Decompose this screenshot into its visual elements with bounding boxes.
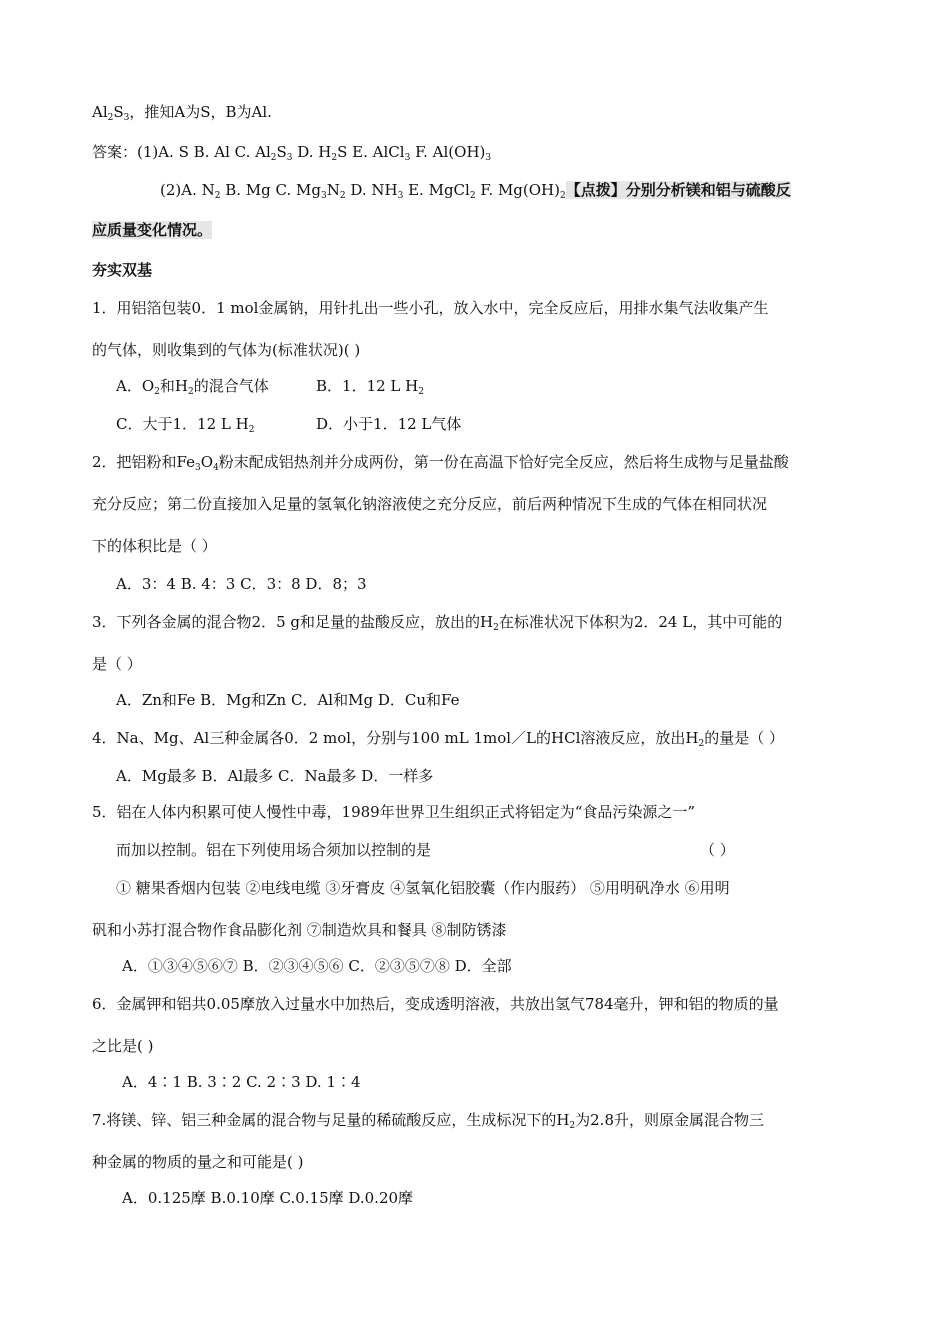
q7-options: A．0.125摩 B.0.10摩 C.0.15摩 D.0.20摩 (122, 1189, 414, 1207)
tip-highlight: 【点拨】分别分析镁和铝与硫酸反 (565, 181, 791, 199)
q4-stem-1: 4．Na、Mg、Al三种金属各0．2 mol，分别与100 mL 1mol／L的HCl溶液反应，放出$H_2$的量是（ ） (92, 729, 784, 749)
q3-options: A．Zn和Fe B．Mg和Zn C．Al和Mg D．Cu和Fe (116, 691, 460, 709)
q5-stem-3: ① 糖果香烟内包装 ②电线电缆 ③牙膏皮 ④氢氧化铝胶囊（作内服药） ⑤用明矾净水 ⑥用明 (116, 879, 730, 897)
q7-stem-1: 7.将镁、锌、铝三种金属的混合物与足量的稀硫酸反应，生成标况下的$H_2$为2.8升，则原金属混合物三 (92, 1111, 764, 1131)
answer-line-2: (2)A. $N_2$ B. Mg C. $Mg_3N_2$ D. $NH_3$ E. MgCl$_2$ F. $Mg(OH)_2$【点拨】分别分析镁和铝与硫酸反 (160, 181, 791, 201)
q5-answer-paren: （ ） (700, 841, 735, 859)
answer-line-1: 答案：(1)A. S B. Al C. $Al_2S_3$ D. $H_2S$ E. AlCl$_3$ F. $Al(OH)_3$ (92, 143, 492, 163)
q1-option-c: C．大于1．12 L $H_2$ (116, 415, 255, 435)
q3-stem-2: 是（ ） (92, 655, 142, 673)
q1-option-b: B．1．12 L $H_2$ (316, 377, 424, 397)
q1-option-d: D．小于1．12 L气体 (316, 415, 462, 433)
q5-stem-4: 矾和小苏打混合物作食品膨化剂 ⑦制造炊具和餐具 ⑧制防锈漆 (92, 921, 507, 939)
section-title: 夯实双基 (92, 261, 153, 279)
intro-line: $Al_2S_3$，推知A为S，B为Al. (92, 103, 272, 123)
answer-label: 答案： (92, 143, 138, 161)
q1-stem-2: 的气体，则收集到的气体为(标准状况)( ) (92, 341, 361, 359)
q6-stem-2: 之比是( ) (92, 1037, 154, 1055)
q2-options: A．3：4 B. 4：3 C．3：8 D．8；3 (116, 575, 367, 593)
q5-stem-1: 5．铝在人体内积累可使人慢性中毒，1989年世界卫生组织正式将铝定为“食品污染源之一” (92, 803, 696, 821)
q2-stem-3: 下的体积比是（ ） (92, 537, 217, 555)
q5-options: A．①③④⑤⑥⑦ B．②③④⑤⑥ C．②③⑤⑦⑧ D．全部 (122, 957, 512, 975)
q6-options: A．4∶1 B. 3∶2 C. 2∶3 D. 1∶4 (122, 1073, 361, 1091)
q2-stem-1: 2．把铝粉和$Fe_3O_4$粉末配成铝热剂并分成两份，第一份在高温下恰好完全反应，然后将生成物与足量盐酸 (92, 453, 789, 473)
q4-options: A．Mg最多 B．Al最多 C．Na最多 D．一样多 (116, 767, 434, 785)
q2-stem-2: 充分反应；第二份直接加入足量的氢氧化钠溶液使之充分反应，前后两种情况下生成的气体在相同状况 (92, 495, 768, 513)
q1-option-a: A．$O_2$和$H_2$的混合气体 (116, 377, 269, 397)
q5-stem-2: 而加以控制。铝在下列使用场合须加以控制的是 (116, 841, 432, 859)
q7-stem-2: 种金属的物质的量之和可能是( ) (92, 1153, 304, 1171)
tip-tail: 应质量变化情况。 (92, 221, 213, 239)
q6-stem-1: 6．金属钾和铝共0.05摩放入过量水中加热后，变成透明溶液，共放出氢气784毫升，钾和铝的物质的量 (92, 995, 779, 1013)
q3-stem-1: 3．下列各金属的混合物2．5 g和足量的盐酸反应，放出的$H_2$在标准状况下体积为2．24 L，其中可能的 (92, 613, 783, 633)
q1-stem-1: 1．用铝箔包装0．1 mol金属钠，用针扎出一些小孔，放入水中，完全反应后，用排水集气法收集产生 (92, 299, 769, 317)
